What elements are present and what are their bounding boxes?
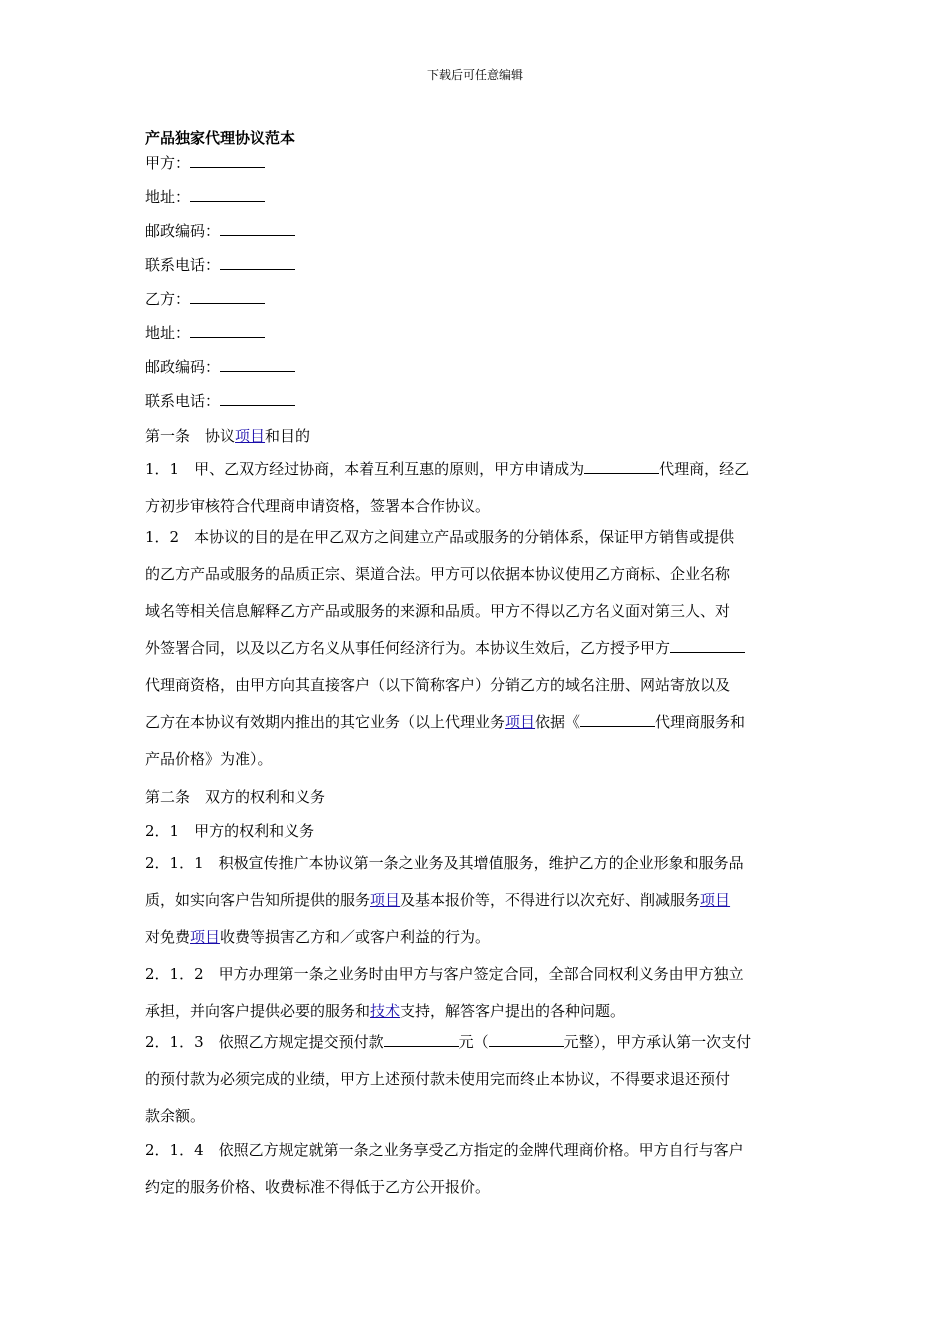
clause-1-2-line-7: 产品价格》为准）。	[145, 750, 273, 768]
prepayment-amount-blank	[384, 1033, 459, 1047]
party-a-postcode-label: 邮政编码：	[145, 222, 221, 240]
article-1-heading-text: 第一条 协议	[145, 427, 236, 445]
price-list-blank	[580, 713, 655, 727]
clause-2-1-1-text-3a: 对免费	[145, 928, 191, 946]
clause-1-1-line-1	[145, 451, 807, 488]
party-b-phone-blank	[220, 392, 295, 406]
clause-2-1-4	[145, 1132, 807, 1206]
party-a-name-blank	[190, 154, 265, 168]
party-a-postcode-blank	[220, 222, 295, 236]
agent-name-blank	[584, 460, 659, 474]
clause-1-2-text-6a: 乙方在本协议有效期内推出的其它业务（以上代理业务	[145, 713, 506, 731]
clause-2-1-1-text-3b: 收费等损害乙方和／或客户利益的行为。	[220, 928, 491, 946]
clause-2-1-2	[145, 956, 807, 1030]
clause-2-1-2-line-1: 2．1．2 甲方办理第一条之业务时由甲方与客户签定合同，全部合同权利义务由甲方独立	[145, 965, 744, 983]
clause-1-1-text-a: 1．1 甲、乙双方经过协商，本着互利互惠的原则，甲方申请成为	[145, 460, 585, 478]
clause-2-1-4-line-1: 2．1．4 依照乙方规定就第一条之业务享受乙方指定的金牌代理商价格。甲方自行与客户	[145, 1141, 744, 1159]
party-a-phone-blank	[220, 256, 295, 270]
article-1-heading	[145, 425, 310, 446]
clause-2-1-1-text-2b: 及基本报价等，不得进行以次充好、削减服务	[400, 891, 701, 909]
party-b-phone-field	[145, 390, 295, 411]
party-b-postcode-blank	[220, 358, 295, 372]
party-a-address-label: 地址：	[145, 188, 191, 206]
clause-1-2-text-4: 外签署合同，以及以乙方名义从事任何经济行为。本协议生效后，乙方授予甲方	[145, 639, 671, 657]
clause-1-2-line-1: 1．2 本协议的目的是在甲乙双方之间建立产品或服务的分销体系，保证甲方销售或提供	[145, 528, 735, 546]
clause-1-2-line-5: 代理商资格，由甲方向其直接客户（以下简称客户）分销乙方的域名注册、网站寄放以及	[145, 676, 731, 694]
clause-2-1-2-text-2a: 承担，并向客户提供必要的服务和	[145, 1002, 371, 1020]
party-b-name-field	[145, 288, 265, 309]
clause-2-1-3-line-3: 款余额。	[145, 1107, 206, 1125]
clause-2-1-3-line-2: 的预付款为必须完成的业绩，甲方上述预付款未使用完而终止本协议，不得要求退还预付	[145, 1070, 731, 1088]
clause-2-1-3	[145, 1024, 807, 1135]
prepayment-words-blank	[489, 1033, 564, 1047]
clause-1-1	[145, 451, 807, 525]
party-a-name-field	[145, 152, 265, 173]
party-a-postcode-field	[145, 220, 295, 241]
clause-2-1-1-line-2	[145, 882, 807, 919]
project-link[interactable]: 项目	[235, 427, 266, 445]
clause-1-2-text-6c: 代理商服务和	[655, 713, 746, 731]
clause-1-2	[145, 519, 807, 778]
clause-2-1-heading: 2．1 甲方的权利和义务	[145, 822, 315, 840]
party-b-postcode-field	[145, 356, 295, 377]
clause-2-1-3-text-1c: 元整），甲方承认第一次支付	[563, 1033, 752, 1051]
clause-2-1-1	[145, 845, 807, 956]
project-link[interactable]: 项目	[190, 928, 221, 946]
clause-2-1-3-text-1a: 2．1．3 依照乙方规定提交预付款	[145, 1033, 384, 1051]
article-2-heading: 第二条 双方的权利和义务	[145, 788, 326, 806]
party-b-postcode-label: 邮政编码：	[145, 358, 221, 376]
clause-2-1-1-text-2a: 质，如实向客户告知所提供的服务	[145, 891, 371, 909]
project-link[interactable]: 项目	[370, 891, 401, 909]
clause-1-2-text-6b: 依据《	[535, 713, 581, 731]
clause-2-1-1-line-1: 2．1．1 积极宣传推广本协议第一条之业务及其增值服务，维护乙方的企业形象和服务品	[145, 854, 744, 872]
party-b-address-field	[145, 322, 265, 343]
project-link[interactable]: 项目	[700, 891, 731, 909]
party-a-name-label: 甲方：	[145, 154, 191, 172]
document-title: 产品独家代理协议范本	[145, 129, 296, 147]
party-b-name-blank	[190, 290, 265, 304]
article-1-heading-suffix: 和目的	[265, 427, 311, 445]
party-a-phone-field	[145, 254, 295, 275]
party-b-address-label: 地址：	[145, 324, 191, 342]
clause-1-2-line-6	[145, 704, 807, 741]
clause-1-2-line-4	[145, 630, 807, 667]
clause-2-1-4-line-2: 约定的服务价格、收费标准不得低于乙方公开报价。	[145, 1178, 491, 1196]
party-a-address-field	[145, 186, 265, 207]
party-b-address-blank	[190, 324, 265, 338]
clause-2-1-2-text-2b: 支持，解答客户提出的各种问题。	[400, 1002, 626, 1020]
clause-1-1-text-b: 代理商，经乙	[659, 460, 750, 478]
clause-2-1-1-line-3	[145, 919, 807, 956]
technology-link[interactable]: 技术	[370, 1002, 401, 1020]
party-a-phone-label: 联系电话：	[145, 256, 221, 274]
clause-1-1-line-2: 方初步审核符合代理商申请资格，签署本合作协议。	[145, 497, 491, 515]
clause-1-2-line-2: 的乙方产品或服务的品质正宗、渠道合法。甲方可以依据本协议使用乙方商标、企业名称	[145, 565, 731, 583]
header-note: 下载后可任意编辑	[426, 68, 523, 82]
clause-1-2-line-3: 域名等相关信息解释乙方产品或服务的来源和品质。甲方不得以乙方名义面对第三人、对	[145, 602, 731, 620]
party-b-phone-label: 联系电话：	[145, 392, 221, 410]
grant-agent-blank	[670, 639, 745, 653]
clause-2-1-3-text-1b: 元（	[458, 1033, 489, 1051]
project-link[interactable]: 项目	[505, 713, 536, 731]
party-a-address-blank	[190, 188, 265, 202]
party-b-name-label: 乙方：	[145, 290, 191, 308]
clause-2-1-3-line-1	[145, 1024, 807, 1061]
